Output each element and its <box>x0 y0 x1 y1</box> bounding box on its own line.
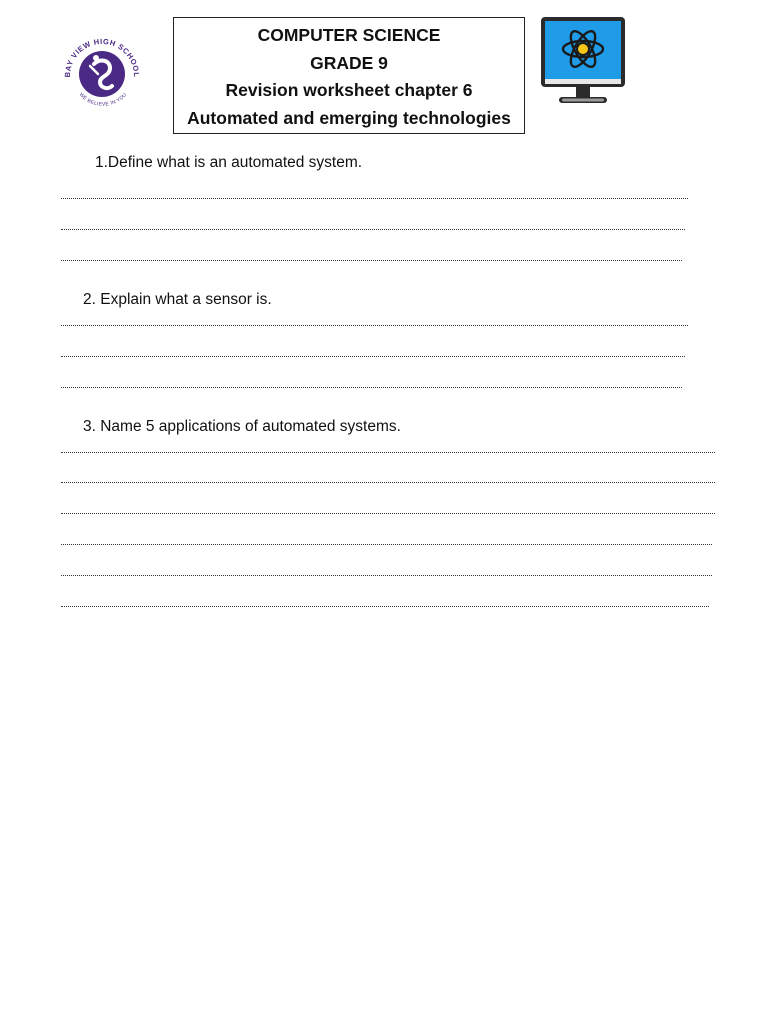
grade-title: GRADE 9 <box>310 52 388 73</box>
atom-monitor-icon <box>538 15 628 107</box>
answer-line[interactable] <box>61 544 712 545</box>
answer-line[interactable] <box>61 229 685 230</box>
answer-line[interactable] <box>61 198 688 199</box>
answer-line[interactable] <box>61 325 688 326</box>
answer-line[interactable] <box>61 387 682 388</box>
topic-title: Automated and emerging technologies <box>187 107 511 128</box>
question-2: 2. Explain what a sensor is. <box>83 291 272 308</box>
logo-school-name: BAY VIEW HIGH SCHOOL <box>62 36 142 78</box>
question-1: 1.Define what is an automated system. <box>95 154 363 171</box>
answer-line[interactable] <box>61 513 715 514</box>
question-3: 3. Name 5 applications of automated systems. <box>83 418 401 435</box>
answer-line[interactable] <box>61 606 709 607</box>
answer-line[interactable] <box>61 452 715 453</box>
school-logo <box>56 30 148 110</box>
answer-line[interactable] <box>61 260 682 261</box>
logo-motto: WE BELIEVE IN YOU <box>77 91 129 108</box>
answer-line[interactable] <box>61 575 712 576</box>
school-logo-icon <box>56 30 148 110</box>
subject-title: COMPUTER SCIENCE <box>257 25 441 45</box>
title-box <box>173 17 525 134</box>
worksheet-title: Revision worksheet chapter 6 <box>225 80 473 100</box>
answer-line[interactable] <box>61 356 685 357</box>
answer-line[interactable] <box>61 482 715 483</box>
